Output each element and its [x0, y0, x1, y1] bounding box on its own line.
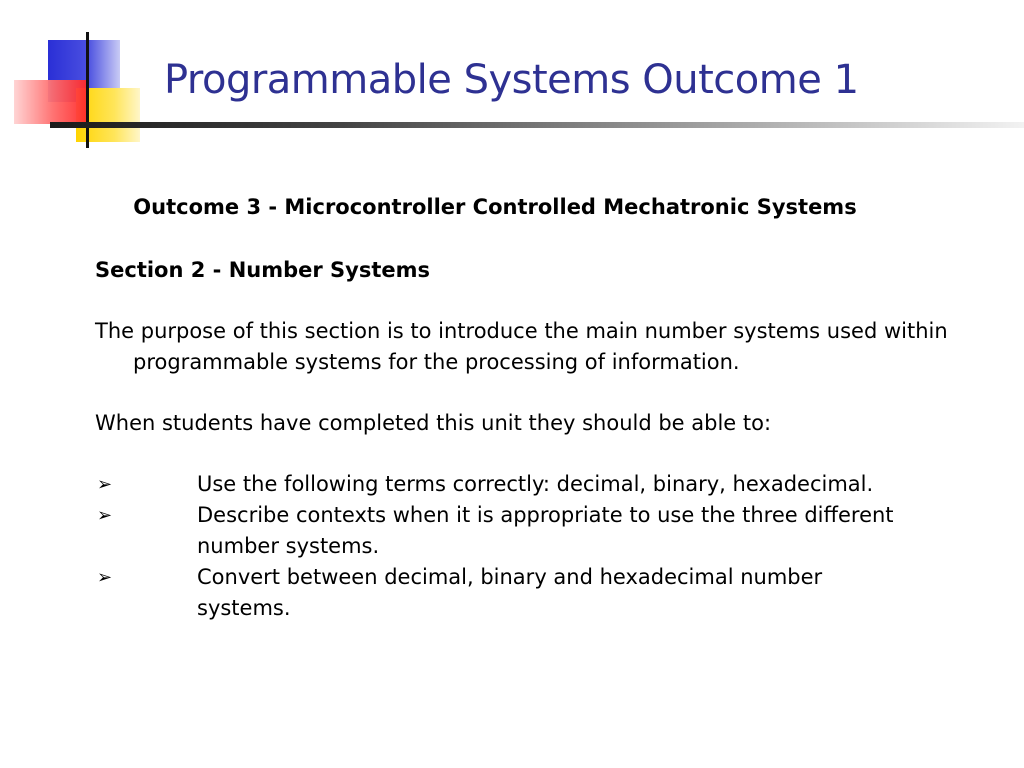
- logo-red-square: [14, 80, 86, 124]
- logo-graphic: [0, 0, 160, 160]
- bullet-text: Use the following terms correctly: decimal, binary, hexadecimal.: [197, 472, 874, 496]
- bullet-text: Describe contexts when it is appropriate to use the three different number systems.: [197, 503, 894, 558]
- list-item: [95, 562, 917, 624]
- intro-paragraph: When students have completed this unit they should be able to:: [95, 411, 772, 435]
- slide-title: Programmable Systems Outcome 1: [164, 57, 859, 103]
- bullet-arrow-icon: ➢: [97, 474, 113, 495]
- title-underline: [50, 122, 1024, 128]
- list-item: [95, 469, 917, 500]
- section-heading: Section 2 - Number Systems: [95, 258, 431, 282]
- bullet-text: Convert between decimal, binary and hexadecimal number systems.: [197, 565, 823, 620]
- purpose-paragraph: The purpose of this section is to introduce the main number systems used within programmable systems for the processing of information.: [95, 319, 948, 374]
- bullet-arrow-icon: ➢: [97, 567, 113, 588]
- bullet-arrow-icon: ➢: [97, 505, 113, 526]
- slide-content: [95, 192, 975, 624]
- list-item: [95, 500, 917, 562]
- objectives-list: [95, 469, 975, 624]
- logo-vertical-line: [86, 32, 89, 148]
- outcome-heading: Outcome 3 - Microcontroller Controlled Mechatronic Systems: [133, 195, 857, 219]
